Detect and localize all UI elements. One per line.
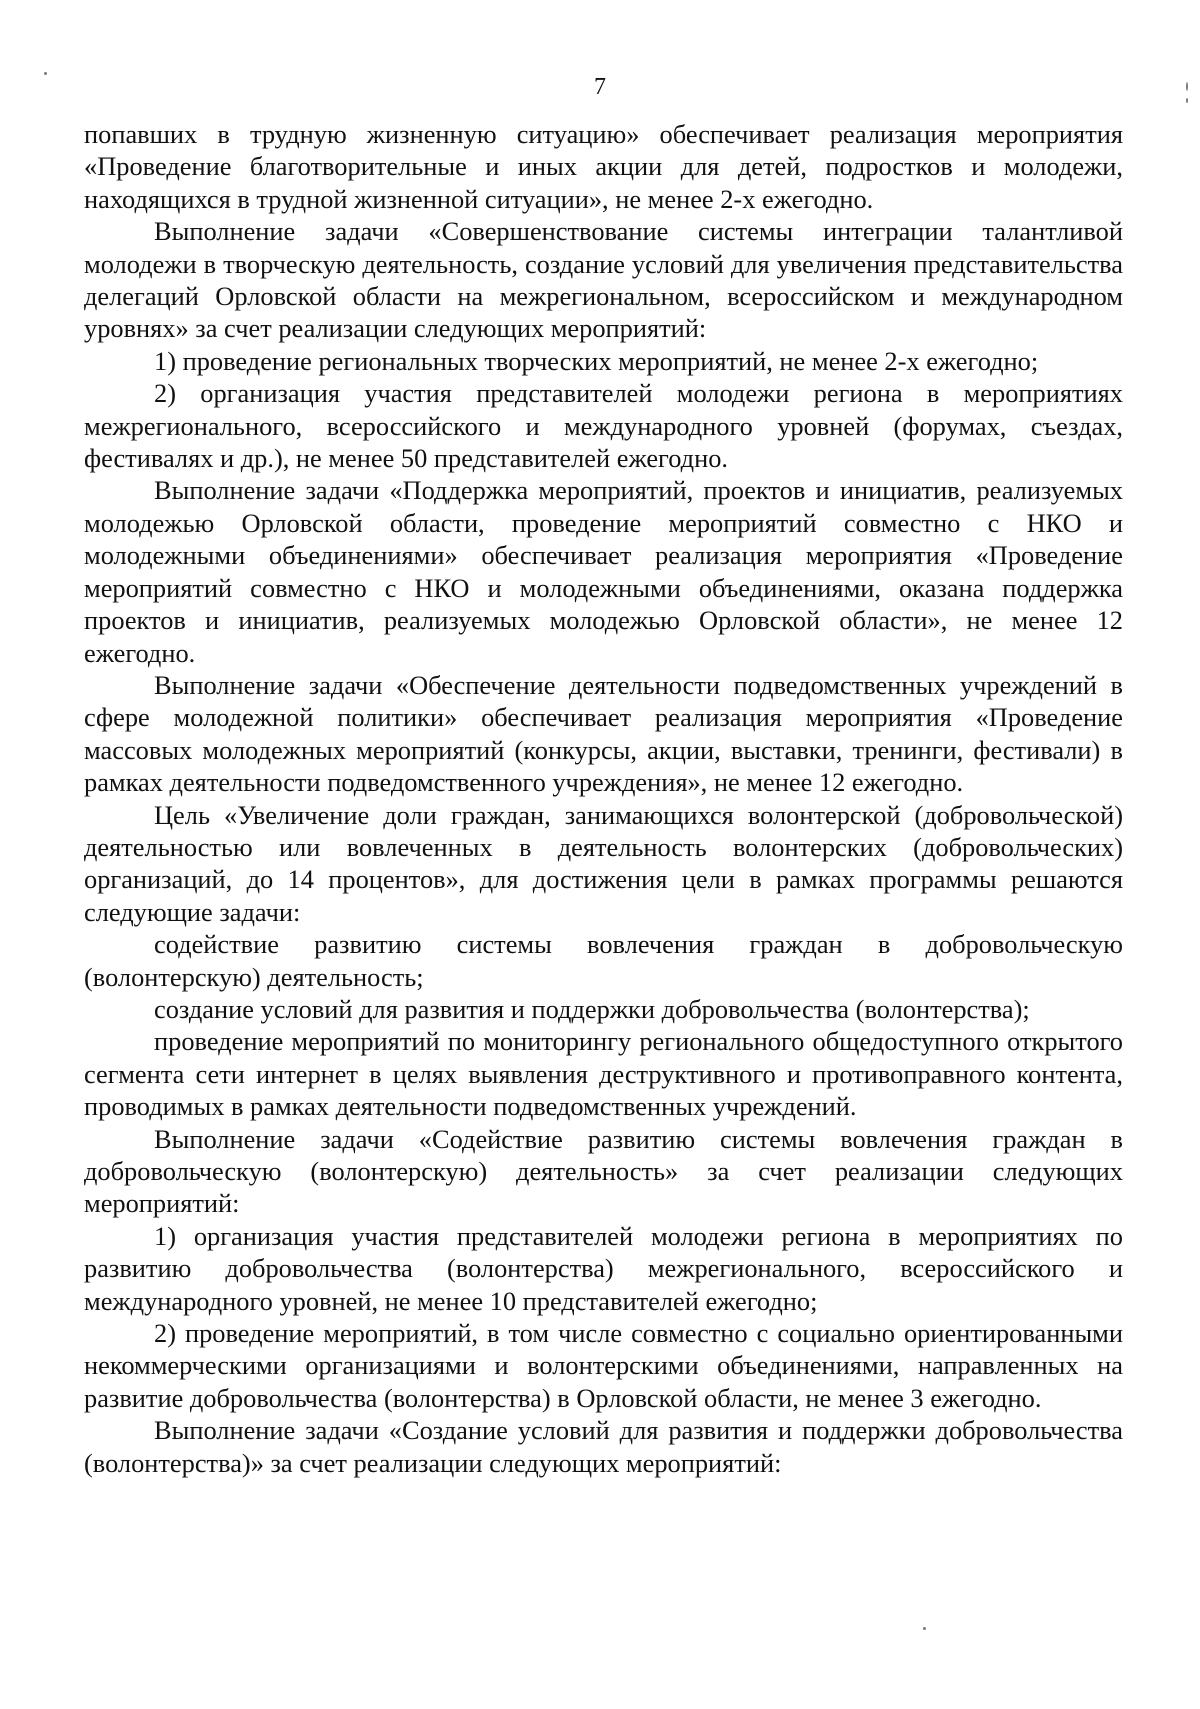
- list-item: содействие развитию системы вовлечения граждан в добровольческую (волонтерскую) деятельность;: [84, 929, 1123, 992]
- scan-speck: [1186, 98, 1188, 103]
- paragraph: Выполнение задачи «Поддержка мероприятий, проектов и инициатив, реализуемых молодежью Орловской области, проведение мероприятий совместно с НКО и молодежными объединениями» обеспечивает реализация мероприятия «Проведение мероприятий совместно с НКО и молодежными объединениями, оказана поддержка проектов и инициатив, реализуемых молодежью Орловской области», не менее 12 ежегодно.: [84, 475, 1123, 668]
- scan-speck: [44, 72, 47, 75]
- list-item: 1) организация участия представителей молодежи региона в мероприятиях по развитию добровольчества (волонтерства) межрегионального, всероссийского и международного уровней, не менее 10 представителей ежегодно;: [84, 1220, 1123, 1316]
- list-item: 2) проведение мероприятий, в том числе совместно с социально ориентированными некоммерческими организациями и волонтерскими объединениями, направленных на развитие добровольчества (волонтерства) в Орловской области, не менее 3 ежегодно.: [84, 1318, 1123, 1413]
- paragraph: Цель «Увеличение доли граждан, занимающихся волонтерской (добровольческой) деятельностью или вовлеченных в деятельность волонтерских (добровольческих) организаций, до 14 процентов», для достижения цели в рамках программы решаются следующие задачи:: [84, 799, 1123, 927]
- paragraph: попавших в трудную жизненную ситуацию» обеспечивает реализация мероприятия «Проведение благотворительные и иных акции для детей, подростков и молодежи, находящихся в трудной жизненной ситуации», не менее 2-х ежегодно.: [84, 119, 1123, 214]
- scan-speck: [923, 1627, 926, 1630]
- paragraph: Выполнение задачи «Совершенствование системы интеграции талантливой молодежи в творческую деятельность, создание условий для увеличения представительства делегаций Орловской области на межрегиональном, всероссийском и международном уровнях» за счет реализации следующих мероприятий:: [84, 216, 1123, 344]
- scan-speck: [1186, 82, 1188, 91]
- list-item: создание условий для развития и поддержки добровольчества (волонтерства);: [154, 993, 1030, 1024]
- document-body: [84, 118, 1123, 1479]
- list-item: 2) организация участия представителей молодежи региона в мероприятиях межрегионального, всероссийского и международного уровней (форумах, съездах, фестивалях и др.), не менее 50 представителей ежегодно.: [84, 378, 1123, 474]
- list-item: проведение мероприятий по мониторингу регионального общедоступного открытого сегмента сети интернет в целях выявления деструктивного и противоправного контента, проводимых в рамках деятельности подведомственных учреждений.: [84, 1026, 1123, 1122]
- list-item: 1) проведение региональных творческих мероприятий, не менее 2-х ежегодно;: [154, 345, 1039, 376]
- paragraph: Выполнение задачи «Содействие развитию системы вовлечения граждан в добровольческую (волонтерскую) деятельность» за счет реализации следующих мероприятий:: [84, 1123, 1123, 1219]
- page-number: 7: [594, 74, 606, 100]
- paragraph: Выполнение задачи «Обеспечение деятельности подведомственных учреждений в сфере молодежной политики» обеспечивает реализация мероприятия «Проведение массовых молодежных мероприятий (конкурсы, акции, выставки, тренинги, фестивали) в рамках деятельности подведомственного учреждения», не менее 12 ежегодно.: [84, 669, 1123, 798]
- paragraph: Выполнение задачи «Создание условий для развития и поддержки добровольчества (волонтерства)» за счет реализации следующих мероприятий:: [84, 1415, 1123, 1478]
